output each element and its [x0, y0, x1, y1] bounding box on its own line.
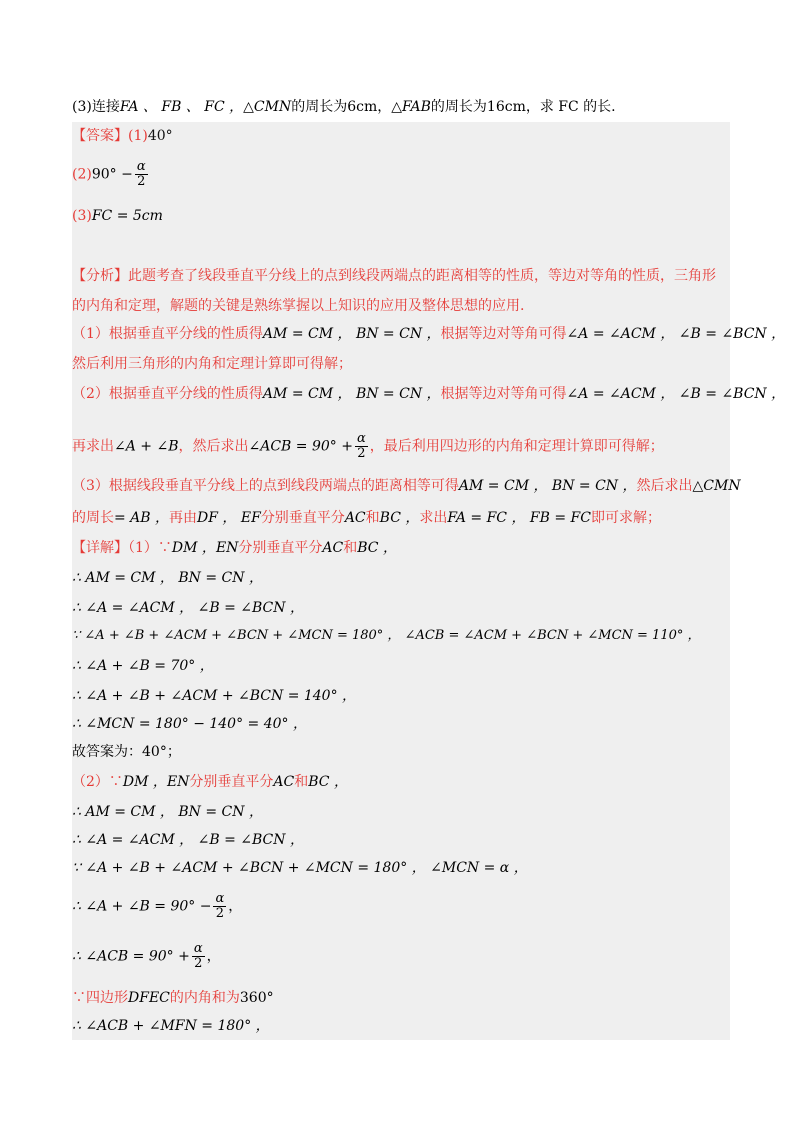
detail-2-step-6-c: 的内角和为	[169, 990, 240, 1006]
detail-step-7-a: 故答案为：	[72, 744, 142, 760]
analysis-text-1: 此题考查了线段垂直平分线上的点到线段两端点的距离相等的性质，等边对等角的性质，三角形	[128, 268, 716, 284]
detail-line-1	[72, 536, 730, 560]
detail-2-step-7: ∴ ∠ACB + ∠MFN = 180° ，	[72, 1018, 270, 1034]
analysis-p2-text-2a: 再求出	[72, 438, 114, 455]
detail-step-7-b: 40°；	[142, 744, 181, 760]
detail-1-g: BC ，	[357, 540, 397, 556]
analysis-p3-text-a: （3）根据线段垂直平分线上的点到线段两端点的距离相等可得	[72, 478, 459, 494]
analysis-p3-math-d: △CMN	[692, 478, 741, 494]
analysis-p2-num: α	[356, 431, 366, 446]
analysis-line-1	[72, 264, 730, 288]
answer-tag: 【答案】	[72, 128, 128, 144]
detail-2-step-4-den: 2	[215, 906, 225, 921]
detail-1-e: AC	[322, 540, 344, 556]
detail-2-step-6-d: 360°	[239, 990, 274, 1006]
answer-1-label: (1)	[128, 128, 148, 144]
q3-prefix: (3)连接	[72, 99, 120, 115]
detail-2-step-4-b: ，	[228, 898, 243, 915]
q3-perimeter-2: 16cm	[486, 99, 526, 115]
detail-2-d: 分别垂直平分	[189, 774, 274, 790]
detail-2-step-5-den: 2	[194, 956, 203, 971]
answer-line-2	[72, 160, 730, 189]
detail-2-f: 和	[294, 774, 309, 790]
q3-perimeter-1: 6cm	[347, 99, 378, 115]
analysis-p2-math-d: ∠A = ∠ACM ， ∠B = ∠BCN ，	[566, 386, 786, 402]
analysis-p2-line-2	[72, 432, 730, 461]
analysis-p2-text-c: 根据等边对等角可得	[440, 386, 567, 402]
analysis-p2-math-b: AM = CM ， BN = CN ，	[262, 386, 441, 402]
detail-2-step-5-a: ∴ ∠ACB = 90° +	[72, 948, 190, 965]
answer-line-1	[72, 124, 730, 148]
detail-2-step-2: ∴ ∠A = ∠ACM ， ∠B = ∠BCN ，	[72, 832, 304, 848]
analysis-p2-fraction	[355, 432, 368, 461]
detail-2-c: EN	[166, 774, 190, 790]
answer-line-3	[72, 204, 730, 228]
answer-2-expr: 90° −	[91, 166, 133, 183]
detail-2-step-4-num: α	[215, 891, 225, 906]
q3-segments: FA 、 FB 、 FC ，	[119, 99, 244, 115]
analysis-text-2: 的内角和定理，解题的关键是熟练掌握以上知识的应用及整体思想的应用.	[72, 298, 525, 314]
detail-tag: 【详解】	[72, 540, 128, 556]
analysis-p3-math-b: AM = CM ， BN = CN ，	[458, 478, 637, 494]
detail-1-f: 和	[343, 540, 358, 556]
answer-2-num: α	[136, 159, 146, 174]
analysis-p3-math-2j: FA = FC ， FB = FC	[447, 510, 591, 526]
detail-step-6: ∴ ∠MCN = 180° − 140° = 40° ，	[72, 716, 307, 732]
detail-2-step-4-a: ∴ ∠A + ∠B = 90° −	[72, 898, 212, 915]
analysis-p1-math-b: AM = CM ， BN = CN ，	[262, 326, 441, 342]
analysis-p2-text-2e: ，最后利用四边形的内角和定理计算即可得解；	[369, 438, 664, 455]
analysis-p3-math-2f: AC	[344, 510, 366, 526]
analysis-p2-math-2b: ∠A + ∠B	[114, 438, 179, 455]
analysis-p3-line-1	[72, 474, 741, 498]
detail-2-step-5-b: ，	[206, 948, 221, 965]
q3-triangle-cmn: △CMN	[243, 99, 292, 115]
detail-step-7	[72, 740, 730, 764]
detail-part-2	[72, 770, 730, 794]
detail-2-g: BC ，	[308, 774, 348, 790]
q3-triangle-fab: △FAB	[391, 99, 431, 115]
analysis-p1-math-d: ∠A = ∠ACM ， ∠B = ∠BCN ，	[566, 326, 786, 342]
analysis-p2-math-2d: ∠ACB = 90° +	[248, 438, 353, 455]
detail-1-d: 分别垂直平分	[238, 540, 323, 556]
detail-2-step-6-b: DFEC	[128, 990, 170, 1006]
analysis-p1-text-c: 根据等边对等角可得	[440, 326, 567, 342]
detail-2-a: （2）∵	[72, 774, 123, 790]
detail-2-e: AC	[273, 774, 295, 790]
analysis-p1-text-2: 然后利用三角形的内角和定理计算即可得解；	[72, 356, 352, 372]
answer-3-value: FC = 5cm	[91, 208, 163, 224]
analysis-line-2	[72, 294, 730, 318]
detail-step-2: ∴ ∠A = ∠ACM ， ∠B = ∠BCN ，	[72, 600, 304, 616]
q3-sep: ，	[377, 99, 392, 115]
detail-step-5: ∴ ∠A + ∠B + ∠ACM + ∠BCN = 140° ，	[72, 688, 357, 704]
detail-2-step-5	[72, 942, 730, 971]
detail-2-b: DM ，	[122, 774, 167, 790]
q3-tail: ，求 FC 的长.	[525, 99, 616, 115]
analysis-p2-den: 2	[357, 446, 366, 461]
answer-1-value: 40°	[147, 128, 173, 144]
analysis-p3-text-2e: 分别垂直平分	[260, 510, 345, 526]
analysis-p2-text-2c: ，然后求出	[178, 438, 249, 455]
answer-2-den: 2	[137, 174, 146, 189]
analysis-p3-text-c: 然后求出	[636, 478, 693, 494]
detail-2-step-6	[72, 986, 730, 1010]
detail-2-step-4	[72, 892, 730, 921]
detail-2-step-4-fraction	[213, 892, 226, 921]
analysis-p2-text-a: （2）根据垂直平分线的性质得	[72, 386, 263, 402]
detail-2-step-1: ∴ AM = CM ， BN = CN ，	[72, 804, 263, 820]
answer-3-label: (3)	[72, 208, 92, 224]
analysis-p3-math-2d: DF ， EF	[197, 510, 261, 526]
detail-1-a: （1）∵	[128, 540, 172, 556]
analysis-p3-text-2g: 和	[365, 510, 380, 526]
analysis-tag: 【分析】	[72, 268, 128, 284]
analysis-p1-line-1	[72, 322, 786, 346]
detail-step-3: ∵ ∠A + ∠B + ∠ACM + ∠BCN + ∠MCN = 180° ， ∠ACB = ∠ACM + ∠BCN + ∠MCN = 110° ，	[72, 628, 701, 643]
detail-2-step-5-fraction	[192, 942, 205, 971]
analysis-p3-text-2i: 求出	[419, 510, 448, 526]
analysis-p3-math-2b: = AB ，	[114, 510, 170, 526]
q3-text-perimeter-1: 的周长为	[291, 99, 348, 115]
detail-step-4: ∴ ∠A + ∠B = 70° ，	[72, 658, 214, 674]
answer-2-fraction	[135, 160, 148, 189]
analysis-p3-text-2a: 的周长	[72, 510, 114, 526]
detail-2-step-5-num: α	[193, 941, 203, 956]
analysis-p3-text-2c: 再由	[169, 510, 198, 526]
detail-2-step-3: ∵ ∠A + ∠B + ∠ACM + ∠BCN + ∠MCN = 180° ， ∠MCN = α ，	[72, 860, 528, 876]
analysis-p1-line-2	[72, 352, 730, 376]
question-3	[72, 94, 730, 120]
analysis-p3-line-2	[72, 506, 730, 530]
detail-2-step-6-a: ∵四边形	[72, 990, 128, 1006]
detail-1-c: EN	[215, 540, 239, 556]
answer-2-label: (2)	[72, 166, 92, 183]
analysis-p1-text-a: （1）根据垂直平分线的性质得	[72, 326, 263, 342]
analysis-p2-line-1	[72, 382, 786, 406]
detail-1-b: DM ，	[171, 540, 216, 556]
analysis-p3-math-2h: BC ，	[379, 510, 420, 526]
analysis-p3-text-2k: 即可求解；	[590, 510, 661, 526]
detail-step-1: ∴ AM = CM ， BN = CN ，	[72, 570, 263, 586]
q3-text-perimeter-2: 的周长为	[430, 99, 487, 115]
